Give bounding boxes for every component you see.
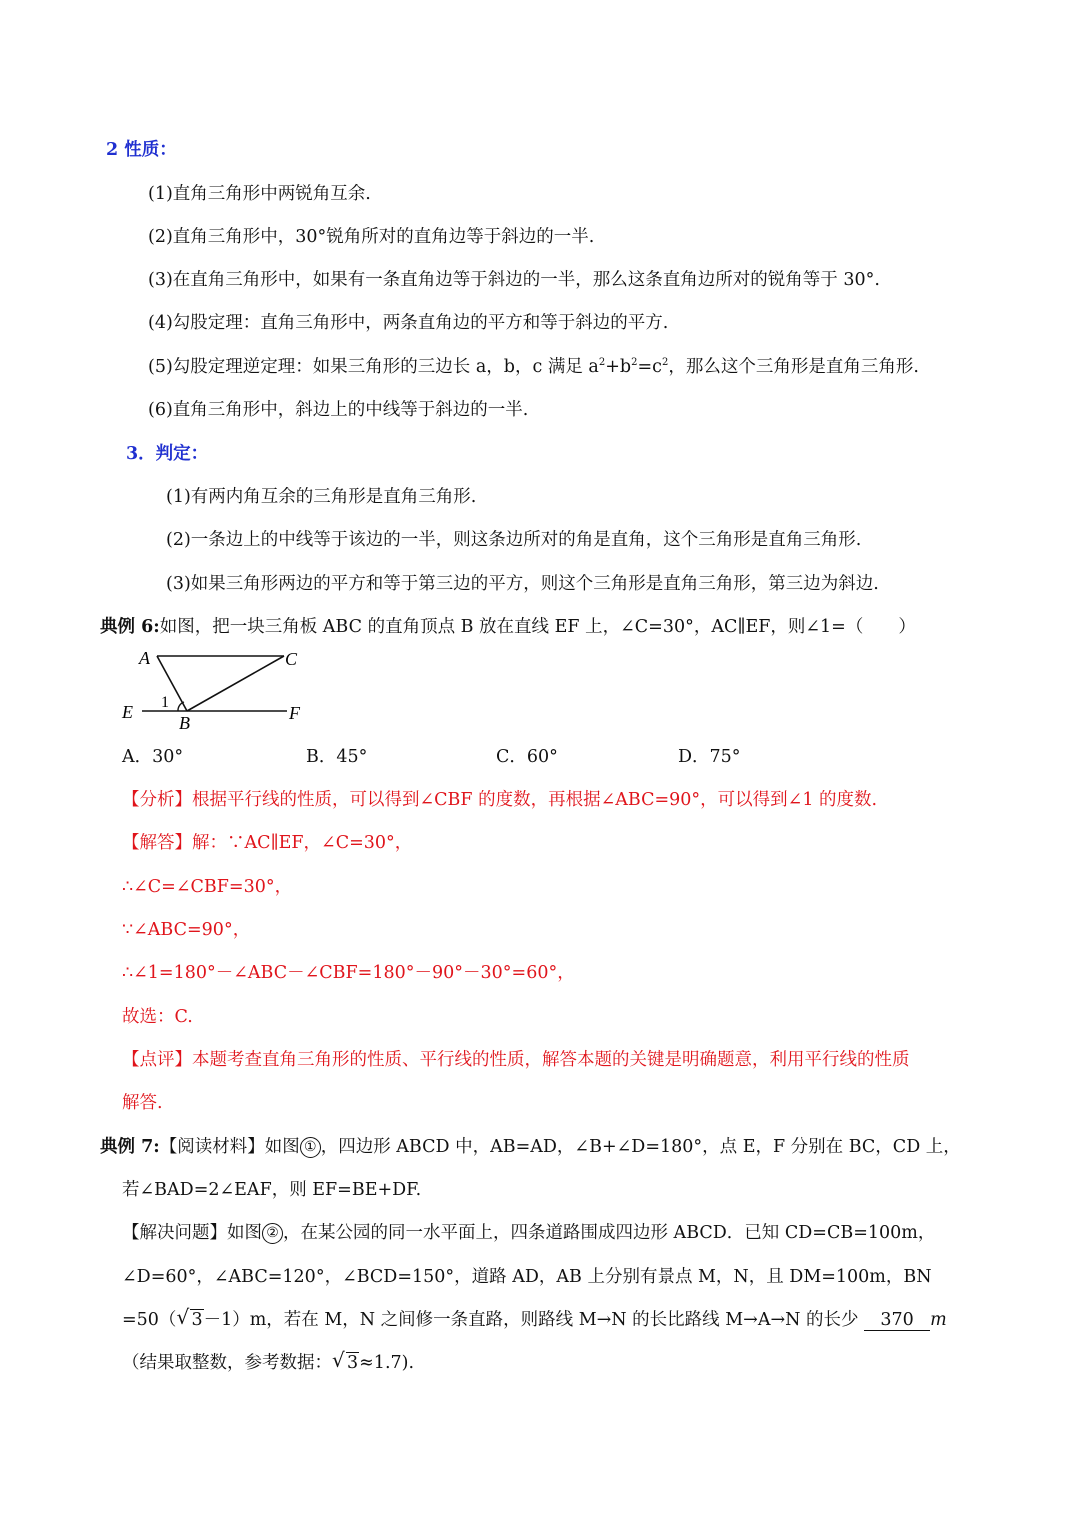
example6-question: 典例 6:如图，把一块三角板 ABC 的直角顶点 B 放在直线 EF 上，∠C=30°，AC∥EF，则∠1=（ ） bbox=[100, 617, 916, 637]
criteria-item-2: (2)一条边上的中线等于该边的一半，则这条边所对的角是直角，这个三角形是直角三角形. bbox=[166, 530, 862, 550]
label-f: F bbox=[289, 703, 300, 723]
figure-2-marker: ② bbox=[262, 1223, 283, 1244]
example6-analysis: 【分析】根据平行线的性质，可以得到∠CBF 的度数，再根据∠ABC=90°，可以得到∠1 的度数. bbox=[122, 790, 878, 810]
property-item-3: (3)在直角三角形中，如果有一条直角边等于斜边的一半，那么这条直角边所对的锐角等于 30°. bbox=[148, 270, 880, 290]
label-angle-1: 1 bbox=[161, 694, 169, 711]
example6-figure bbox=[112, 644, 312, 736]
sqrt-symbol-2: √ 3 bbox=[332, 1348, 359, 1373]
property-item-1: (1)直角三角形中两锐角互余. bbox=[148, 184, 371, 204]
example6-label: 典例 6: bbox=[100, 617, 160, 637]
choice-b: B．45° bbox=[306, 747, 368, 767]
criteria-item-1: (1)有两内角互余的三角形是直角三角形. bbox=[166, 487, 477, 507]
label-c: C bbox=[285, 649, 298, 669]
example6-solution-2: ∴∠C=∠CBF=30°， bbox=[122, 877, 293, 897]
label-b: B bbox=[179, 713, 190, 733]
section-heading-criteria: 3．判定： bbox=[126, 444, 209, 464]
section-heading-properties: 2 性质： bbox=[106, 140, 177, 160]
example7-line-5: =50（ √ 3－1）m，若在 M，N 之间修一条直路，则路线 M→N 的长比路线 M→A→N 的长少 370 m bbox=[122, 1305, 947, 1330]
example6-solution-5: 故选：C. bbox=[122, 1007, 193, 1027]
answer-blank: 370 bbox=[864, 1310, 930, 1331]
example6-solution-3: ∵∠ABC=90°， bbox=[122, 920, 251, 940]
choice-d: D．75° bbox=[678, 747, 741, 767]
criteria-item-3: (3)如果三角形两边的平方和等于第三边的平方，则这个三角形是直角三角形，第三边为斜边. bbox=[166, 574, 879, 594]
sqrt-symbol: √ 3 bbox=[176, 1305, 203, 1330]
example6-comment-1: 【点评】本题考查直角三角形的性质、平行线的性质，解答本题的关键是明确题意，利用平行线的性质 bbox=[122, 1050, 910, 1070]
figure-1-marker: ① bbox=[300, 1137, 321, 1158]
example7-line-6: （结果取整数，参考数据： √ 3≈1.7). bbox=[122, 1348, 415, 1373]
example6-solution-4: ∴∠1=180°－∠ABC－∠CBF=180°－90°－30°=60°， bbox=[122, 963, 575, 983]
property-item-2: (2)直角三角形中，30°锐角所对的直角边等于斜边的一半. bbox=[148, 227, 595, 247]
segment-bc bbox=[187, 656, 284, 711]
choice-a: A．30° bbox=[122, 747, 184, 767]
example6-comment-2: 解答. bbox=[122, 1093, 163, 1113]
label-a: A bbox=[139, 648, 150, 668]
example7-label: 典例 7: bbox=[100, 1137, 160, 1157]
property-item-5: (5)勾股定理逆定理：如果三角形的三边长 a，b，c 满足 $a^2+b^2=c^2$，那么这个三角形是直角三角形. bbox=[148, 357, 919, 377]
example7-line-1: 典例 7:【阅读材料】如图 ① ，四边形 ABCD 中，AB=AD，∠B+∠D=180°，点 E，F 分别在 BC，CD 上， bbox=[100, 1137, 961, 1157]
label-e: E bbox=[122, 702, 133, 722]
choice-c: C．60° bbox=[496, 747, 558, 767]
property-item-4: (4)勾股定理：直角三角形中，两条直角边的平方和等于斜边的平方. bbox=[148, 313, 669, 333]
property-item-6: (6)直角三角形中，斜边上的中线等于斜边的一半. bbox=[148, 400, 529, 420]
example6-solution-1: 【解答】解：∵AC∥EF，∠C=30°， bbox=[122, 833, 413, 853]
example7-line-2: 若∠BAD=2∠EAF，则 EF=BE+DF. bbox=[122, 1180, 422, 1200]
example7-line-4: ∠D=60°，∠ABC=120°，∠BCD=150°，道路 AD，AB 上分别有景点 M，N，且 DM=100m，BN bbox=[122, 1267, 932, 1287]
example7-line-3: 【解决问题】如图 ② ，在某公园的同一水平面上，四条道路围成四边形 ABCD．已知 CD=CB=100m， bbox=[122, 1223, 936, 1243]
